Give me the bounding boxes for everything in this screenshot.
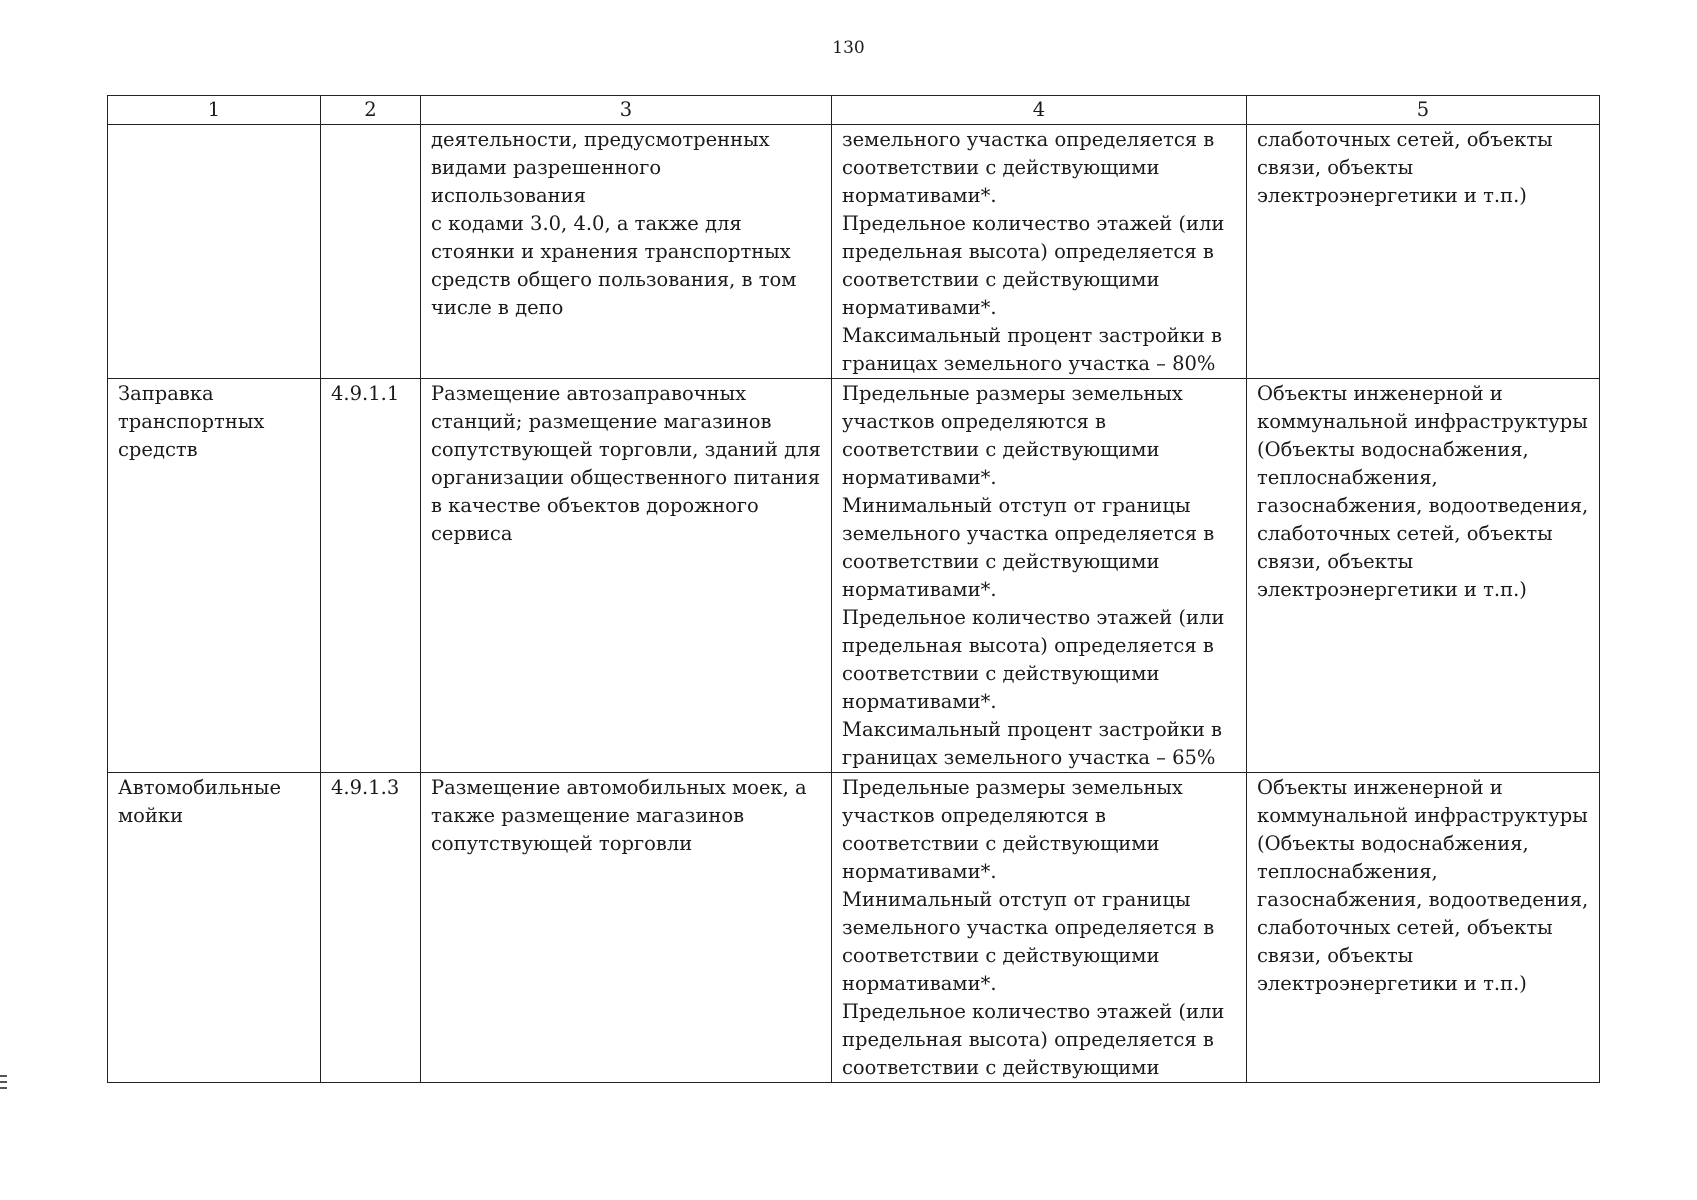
binding-mark-line bbox=[0, 1075, 7, 1077]
use-parameters: Предельные размеры земельных участков определяются в соответствии с действующими нормативами*. Минимальный отступ от границы земельного участка определяется в соответствии с действующими нормативами*. Предельное количество этажей (или предельная высота) определяется в соответствии с действующими нормативами*. Максимальный процент застройки в границах земельного участка – 65% bbox=[842, 382, 1225, 769]
objects-cell bbox=[1247, 773, 1600, 1083]
header-row bbox=[108, 96, 1600, 125]
use-code-cell bbox=[321, 773, 421, 1083]
binding-mark-line bbox=[0, 1087, 7, 1089]
objects-cell bbox=[1247, 125, 1600, 379]
use-name-cell bbox=[108, 379, 321, 773]
use-code: 4.9.1.3 bbox=[331, 776, 400, 799]
auxiliary-objects: Объекты инженерной и коммунальной инфраструктуры (Объекты водоснабжения, теплоснабжения, газоснабжения, водоотведения, слаботочных сетей, объекты связи, объекты электроэнергетики и т.п.) bbox=[1257, 382, 1589, 601]
use-name: Автомобильные мойки bbox=[118, 776, 281, 827]
header-col-5: 5 bbox=[1247, 96, 1600, 125]
page-number: 130 bbox=[832, 38, 865, 58]
binding-mark-line bbox=[0, 1081, 7, 1083]
use-name: Заправка транспортных средств bbox=[118, 382, 265, 461]
use-parameters: земельного участка определяется в соответствии с действующими нормативами*. Предельное количество этажей (или предельная высота) определяется в соответствии с действующими нормативами*. Максимальный процент застройки в границах земельного участка – 80% bbox=[842, 128, 1225, 375]
use-code: 4.9.1.1 bbox=[331, 382, 400, 405]
use-description: деятельности, предусмотренных видами разрешенного использования с кодами 3.0, 4.0, а также для стоянки и хранения транспортных средств общего пользования, в том числе в депо bbox=[431, 128, 797, 319]
description-cell bbox=[421, 773, 832, 1083]
header-col-2: 2 bbox=[321, 96, 421, 125]
auxiliary-objects: слаботочных сетей, объекты связи, объекты электроэнергетики и т.п.) bbox=[1257, 128, 1553, 207]
parameters-cell bbox=[832, 773, 1247, 1083]
use-name-cell bbox=[108, 773, 321, 1083]
binding-mark bbox=[0, 1075, 8, 1097]
use-description: Размещение автомобильных моек, а также размещение магазинов сопутствующей торговли bbox=[431, 776, 807, 855]
parameters-cell bbox=[832, 125, 1247, 379]
use-parameters: Предельные размеры земельных участков определяются в соответствии с действующими нормативами*. Минимальный отступ от границы земельного участка определяется в соответствии с действующими нормативами*. Предельное количество этажей (или предельная высота) определяется в соответствии с действующими bbox=[842, 776, 1225, 1079]
auxiliary-objects: Объекты инженерной и коммунальной инфраструктуры (Объекты водоснабжения, теплоснабжения, газоснабжения, водоотведения, слаботочных сетей, объекты связи, объекты электроэнергетики и т.п.) bbox=[1257, 776, 1589, 995]
header-col-4: 4 bbox=[832, 96, 1247, 125]
header-col-1: 1 bbox=[108, 96, 321, 125]
table-row bbox=[108, 125, 1600, 379]
use-code-cell bbox=[321, 125, 421, 379]
objects-cell bbox=[1247, 379, 1600, 773]
use-code-cell bbox=[321, 379, 421, 773]
description-cell bbox=[421, 379, 832, 773]
table-row bbox=[108, 773, 1600, 1083]
use-name-cell bbox=[108, 125, 321, 379]
parameters-cell bbox=[832, 379, 1247, 773]
header-col-3: 3 bbox=[421, 96, 832, 125]
description-cell bbox=[421, 125, 832, 379]
table-row bbox=[108, 379, 1600, 773]
table-body bbox=[108, 125, 1600, 1083]
table-header bbox=[108, 96, 1600, 125]
use-description: Размещение автозаправочных станций; размещение магазинов сопутствующей торговли, зданий для организации общественного питания в качестве объектов дорожного сервиса bbox=[431, 382, 821, 545]
zoning-table bbox=[107, 95, 1600, 1083]
